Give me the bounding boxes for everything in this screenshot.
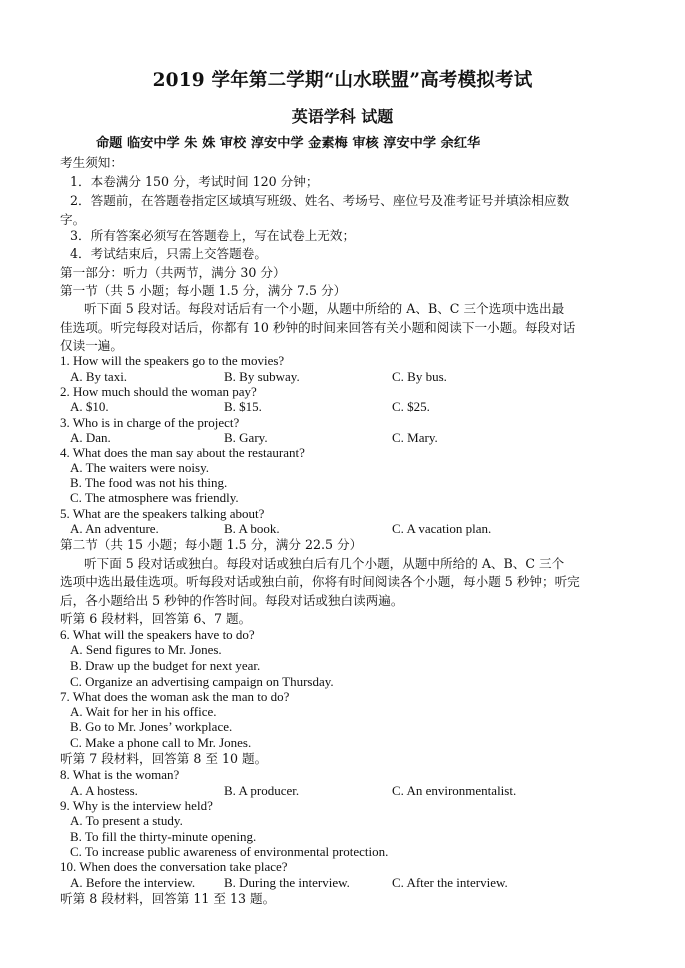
option-a: A. $10. bbox=[70, 399, 109, 414]
option-c: C. After the interview. bbox=[392, 875, 508, 890]
material-header: 听第 7 段材料，回答第 8 至 10 题。 bbox=[60, 751, 268, 766]
option-a: A. Before the interview. bbox=[70, 875, 196, 890]
section2-heading: 第二节（共 15 小题；每小题 1.5 分，满分 22.5 分） bbox=[60, 537, 363, 552]
question-stem: 6. What will the speakers have to do? bbox=[60, 627, 255, 642]
section1-instructions: 仅读一遍。 bbox=[60, 338, 123, 353]
option-c: C. Make a phone call to Mr. Jones. bbox=[70, 735, 252, 750]
option-c: C. $25. bbox=[392, 399, 430, 414]
option-b: B. $15. bbox=[224, 399, 262, 414]
option-b: B. A producer. bbox=[224, 783, 300, 798]
option-c: C. Organize an advertising campaign on Thursday. bbox=[70, 674, 334, 689]
material-header: 听第 8 段材料，回答第 11 至 13 题。 bbox=[60, 891, 276, 906]
section2-instructions: 听下面 5 段对话或独白。每段对话或独白后有几个小题，从题中所给的 A、B、C 三个 bbox=[84, 556, 565, 571]
notice-heading: 考生须知： bbox=[60, 155, 123, 170]
question-stem: 9. Why is the interview held? bbox=[60, 798, 213, 813]
option-b: B. Gary. bbox=[224, 430, 268, 445]
notice-item: 2．答题前，在答题卷指定区域填写班级、姓名、考场号、座位号及准考证号并填涂相应数 bbox=[70, 193, 570, 208]
question-stem: 4. What does the man say about the restaurant? bbox=[60, 445, 305, 460]
notice-item: 3．所有答案必须写在答题卷上，写在试卷上无效； bbox=[70, 228, 356, 243]
option-c: C. A vacation plan. bbox=[392, 521, 492, 536]
option-b: B. During the interview. bbox=[224, 875, 350, 890]
option-b: B. By subway. bbox=[224, 369, 300, 384]
option-b: B. Go to Mr. Jones’ workplace. bbox=[70, 719, 233, 734]
option-a: A. A hostess. bbox=[70, 783, 138, 798]
option-a: A. Wait for her in his office. bbox=[70, 704, 217, 719]
authors-line: 命题 临安中学 朱 姝 审校 淳安中学 金素梅 审核 淳安中学 余红华 bbox=[96, 136, 481, 151]
section1-heading: 第一节（共 5 小题；每小题 1.5 分，满分 7.5 分） bbox=[60, 283, 347, 298]
question-stem: 3. Who is in charge of the project? bbox=[60, 415, 240, 430]
section2-instructions: 选项中选出最佳选项。听每段对话或独白前，你将有时间阅读各个小题，每小题 5 秒钟；听完 bbox=[60, 574, 580, 589]
option-b: B. The food was not his thing. bbox=[70, 475, 228, 490]
option-c: C. An environmentalist. bbox=[392, 783, 517, 798]
option-c: C. By bus. bbox=[392, 369, 447, 384]
option-a: A. An adventure. bbox=[70, 521, 159, 536]
option-b: B. To fill the thirty-minute opening. bbox=[70, 829, 257, 844]
question-stem: 1. How will the speakers go to the movies? bbox=[60, 353, 285, 368]
material-header: 听第 6 段材料，回答第 6、7 题。 bbox=[60, 611, 252, 626]
section1-instructions: 佳选项。听完每段对话后，你都有 10 秒钟的时间来回答有关小题和阅读下一小题。每段对话 bbox=[60, 320, 576, 335]
option-b: B. Draw up the budget for next year. bbox=[70, 658, 261, 673]
question-stem: 8. What is the woman? bbox=[60, 767, 180, 782]
option-a: A. To present a study. bbox=[70, 813, 183, 828]
question-stem: 7. What does the woman ask the man to do? bbox=[60, 689, 290, 704]
option-c: C. Mary. bbox=[392, 430, 438, 445]
question-stem: 10. When does the conversation take place? bbox=[60, 859, 288, 874]
section1-instructions: 听下面 5 段对话。每段对话后有一个小题，从题中所给的 A、B、C 三个选项中选出最 bbox=[84, 301, 565, 316]
exam-subtitle: 英语学科 试题 bbox=[291, 107, 394, 126]
option-a: A. Dan. bbox=[70, 430, 111, 445]
question-stem: 5. What are the speakers talking about? bbox=[60, 506, 265, 521]
question-stem: 2. How much should the woman pay? bbox=[60, 384, 257, 399]
section2-instructions: 后，各小题给出 5 秒钟的作答时间。每段对话或独白读两遍。 bbox=[60, 593, 404, 608]
option-a: A. The waiters were noisy. bbox=[70, 460, 209, 475]
notice-item: 字。 bbox=[60, 212, 86, 227]
exam-title: 2019 学年第二学期“山水联盟”高考模拟考试 bbox=[152, 70, 533, 91]
option-c: C. To increase public awareness of environmental protection. bbox=[70, 844, 389, 859]
option-a: A. By taxi. bbox=[70, 369, 128, 384]
option-a: A. Send figures to Mr. Jones. bbox=[70, 642, 222, 657]
option-b: B. A book. bbox=[224, 521, 280, 536]
part1-heading: 第一部分：听力（共两节，满分 30 分） bbox=[60, 265, 286, 280]
notice-item: 4．考试结束后，只需上交答题卷。 bbox=[70, 246, 267, 261]
option-c: C. The atmosphere was friendly. bbox=[70, 490, 239, 505]
notice-item: 1．本卷满分 150 分，考试时间 120 分钟； bbox=[70, 174, 319, 189]
